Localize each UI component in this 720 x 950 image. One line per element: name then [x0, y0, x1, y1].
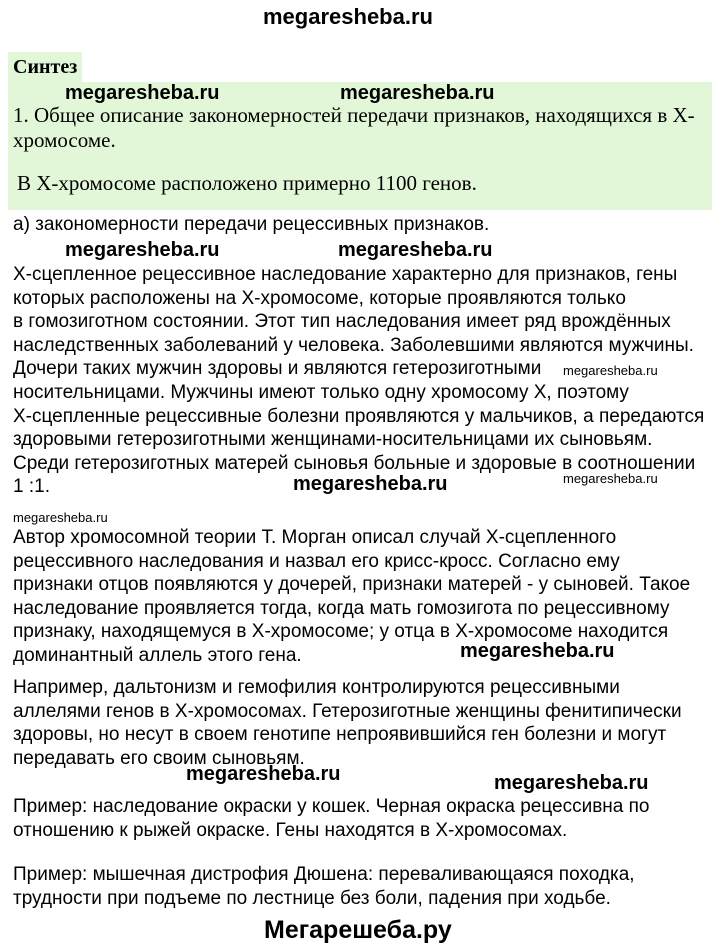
paragraph-line: наследственных заболеваний у человека. Заболевшими являются мужчины. [13, 334, 694, 356]
paragraph-line: Х-сцепленные рецессивные болезни проявляются у мальчиков, а передаются [13, 405, 705, 427]
watermark: megaresheba.ru [65, 82, 220, 104]
question-line: 1. Общее описание закономерностей передачи признаков, находящихся в Х- [13, 103, 695, 127]
paragraph-line: признаки отцов появляются у дочерей, признаки матерей - у сыновей. Такое [13, 574, 691, 596]
paragraph-line: Х-сцепленное рецессивное наследование характерно для признаков, гены [13, 264, 678, 285]
watermark: megaresheba.ru [65, 239, 220, 261]
paragraph-line: Например, дальтонизм и гемофилия контролируются рецессивными [13, 677, 620, 698]
watermark-small: megaresheba.ru [563, 471, 658, 486]
section-title: Синтез [13, 56, 78, 78]
paragraph-line: доминантный аллель этого гена. [13, 644, 302, 666]
watermark-small: megaresheba.ru [13, 510, 108, 525]
paragraph-line: Пример: мышечная дистрофия Дюшена: переваливающаяся походка, [13, 864, 635, 885]
paragraph-line: здоровыми гетерозиготными женщинами-носительницами их сыновьям. [13, 429, 653, 451]
paragraph-line: Среди гетерозиготных матерей сыновья больные и здоровые в соотношении [13, 452, 696, 474]
paragraph-line: отношению к рыжей окраске. Гены находятся в Х-хромосомах. [13, 819, 568, 841]
paragraph-line: Автор хромосомной теории Т. Морган описал случай Х-сцепленного [13, 527, 617, 548]
paragraph-x-linked-recessive [13, 263, 704, 499]
watermark: megaresheba.ru [186, 763, 341, 785]
paragraph-line: в гомозиготном состоянии. Этот тип наследования имеет ряд врождённых [13, 311, 671, 333]
paragraph-line: признаку, находящемуся в Х-хромосоме; у отца в Х-хромосоме находится [13, 621, 669, 643]
paragraph-cats [13, 795, 650, 842]
question-text [13, 103, 695, 153]
watermark: megaresheba.ru [338, 239, 493, 261]
paragraph-daltonism [13, 676, 682, 770]
watermark-small: megaresheba.ru [563, 363, 658, 378]
watermark: megaresheba.ru [460, 640, 615, 662]
paragraph-duchenne [13, 863, 635, 910]
paragraph-line: трудности при подъеме по лестнице без боли, падения при ходьбе. [13, 887, 611, 909]
paragraph-line: здоровы, но несут в своем генотипе непроявившийся ген болезни и могут [13, 724, 667, 746]
paragraph-line: носительницами. Мужчины имеют только одну хромосому X, поэтому [13, 381, 629, 403]
paragraph-line: Дочери таких мужчин здоровы и являются гетерозиготными [13, 358, 542, 380]
question-line: хромосоме. [13, 128, 116, 152]
paragraph-line: наследование проявляется тогда, когда мать гомозигота по рецессивному [13, 597, 670, 619]
paragraph-line: передавать его своим сыновьям. [13, 747, 305, 769]
gene-count-text: В Х-хромосоме расположено примерно 1100 генов. [17, 171, 477, 195]
paragraph-line: 1 :1. [13, 476, 50, 498]
header-watermark: megaresheba.ru [263, 4, 433, 29]
paragraph-line: которых расположены на Х-хромосоме, которые проявляются только [13, 287, 626, 309]
watermark: megaresheba.ru [494, 772, 649, 794]
paragraph-line: рецессивного наследования и назвал его крисс-кросс. Согласно ему [13, 550, 620, 572]
watermark: megaresheba.ru [293, 473, 448, 495]
subheading: а) закономерности передачи рецессивных признаков. [13, 214, 490, 235]
watermark: megaresheba.ru [340, 82, 495, 104]
footer-brand: Мегарешеба.ру [264, 916, 452, 944]
paragraph-line: Пример: наследование окраски у кошек. Черная окраска рецессивна по [13, 796, 650, 817]
paragraph-line: аллелями генов в Х-хромосомах. Гетерозиготные женщины фенитипически [13, 700, 682, 722]
